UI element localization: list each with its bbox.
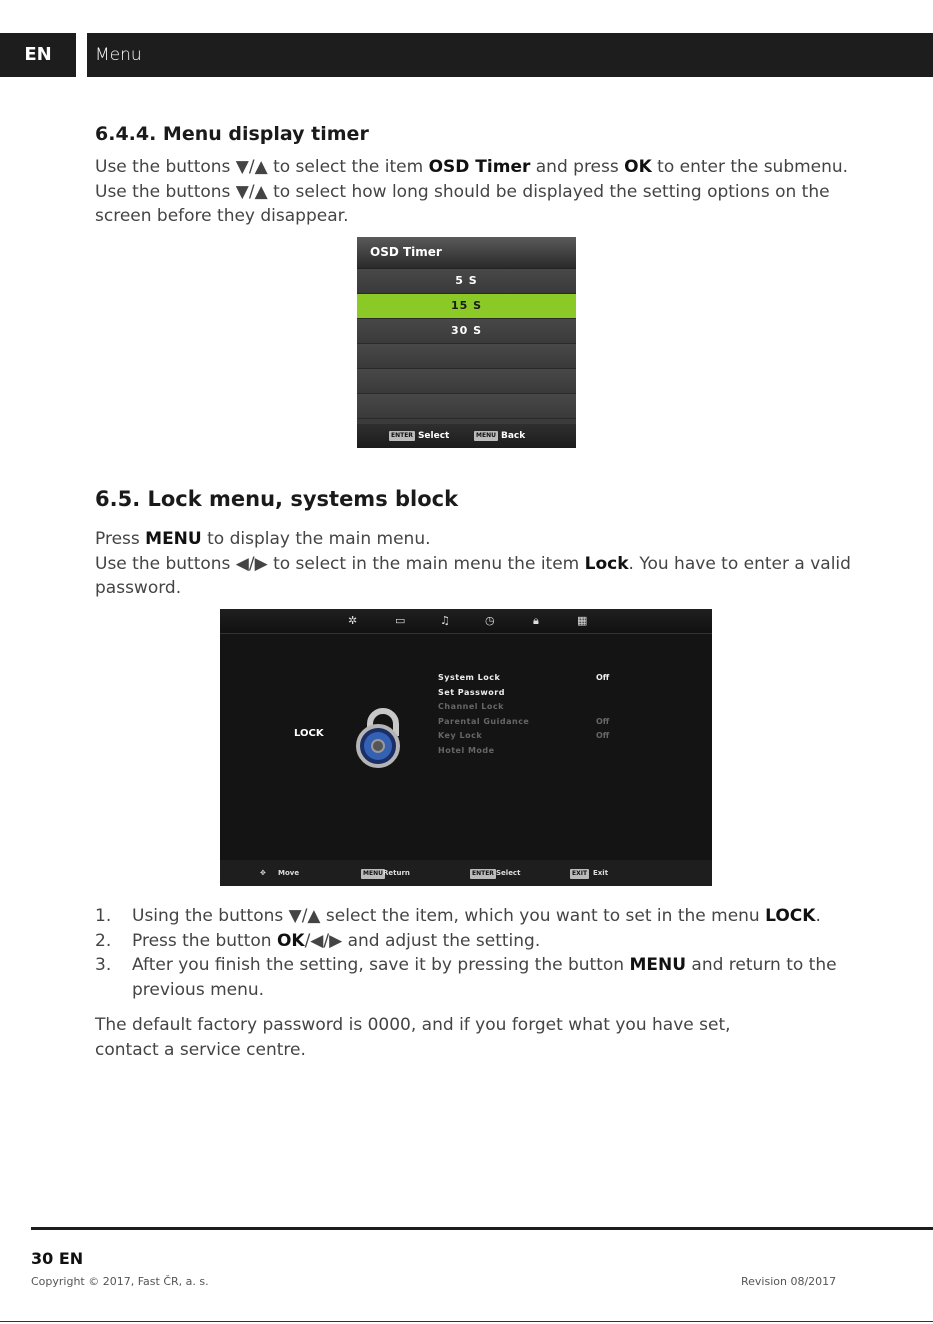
gear-icon[interactable]: ✲ [348, 614, 358, 627]
password-note: The default factory password is 0000, and if you forget what you have set, contact a service centre. [95, 1015, 731, 1060]
osd-footer [357, 424, 576, 448]
osd-timer-screenshot [357, 237, 576, 448]
apps-icon[interactable]: ▦ [577, 614, 588, 627]
lock-menu-item[interactable]: Channel Lock [438, 702, 504, 711]
enter-key-icon: ENTER [391, 431, 413, 439]
heading-lock-menu: 6.5. Lock menu, systems block [95, 487, 459, 511]
back-hint: Back [500, 431, 526, 441]
osd-title: OSD Timer [357, 237, 576, 269]
osd-option[interactable]: 5 S [357, 269, 576, 294]
return-hint: Return [383, 869, 410, 877]
exit-hint: Exit [593, 869, 609, 877]
move-hint: Move [278, 869, 300, 877]
lock-menu-item[interactable]: Set Password [438, 687, 505, 697]
copyright: Copyright © 2017, Fast ČR, a. s. [31, 1275, 209, 1288]
osd-option-selected[interactable]: 15 S [357, 294, 576, 319]
lock-menu-screenshot [220, 609, 712, 886]
lock-label: LOCK [294, 728, 324, 739]
menu-key-icon: MENU [363, 870, 383, 877]
lock-menu-item[interactable]: Hotel Mode [438, 745, 495, 755]
lock-menu-value: Off [596, 716, 610, 726]
paragraph-lock-menu: Press MENU to display the main menu. Use the buttons ◀/▶ to select in the main menu the item Lock. You have to enter a valid password. [95, 529, 851, 598]
osd-empty-row [357, 369, 576, 394]
lock-icon[interactable]: 🔒︎ [533, 614, 539, 627]
section-title: Menu [87, 33, 933, 77]
footer-divider [31, 1227, 933, 1230]
exit-key-icon: EXIT [572, 870, 588, 877]
list-item: 3. After you finish the setting, save it by pressing the button MENU and return to the previous menu. [95, 955, 837, 1000]
list-item: 1. Using the buttons ▼/▲ select the item, which you want to set in the menu LOCK. [95, 906, 821, 926]
monitor-icon[interactable]: ▭ [395, 614, 406, 627]
list-item: 2. Press the button OK/◀/▶ and adjust the setting. [95, 930, 541, 951]
move-icon: ✥ [260, 869, 266, 877]
revision: Revision 08/2017 [741, 1275, 837, 1288]
select-hint: Select [496, 869, 521, 877]
lock-menu-item[interactable]: Key Lock [438, 731, 483, 740]
heading-menu-display-timer: 6.4.4. Menu display timer [95, 123, 369, 145]
lock-menu-item[interactable]: System Lock [438, 673, 501, 682]
music-icon[interactable]: ♫ [440, 614, 450, 627]
paragraph-osd-timer: Use the buttons ▼/▲ to select the item OSD Timer and press OK to enter the submenu. Use the buttons ▼/▲ to select how long should be displayed the setting options on the screen before they disappear. [95, 157, 849, 226]
enter-key-icon: ENTER [472, 870, 494, 877]
page-number: 30 EN [31, 1249, 84, 1268]
clock-icon[interactable]: ◷ [485, 614, 495, 627]
lock-menu-value: Off [596, 673, 610, 682]
page-header [0, 33, 933, 77]
padlock-icon [356, 704, 410, 774]
language-tab: EN [0, 33, 76, 77]
menu-icon-bar [220, 609, 712, 634]
select-hint: Select [417, 431, 450, 441]
lock-footer [220, 860, 712, 886]
lock-menu-item[interactable]: Parental Guidance [438, 716, 530, 726]
osd-empty-row [357, 394, 576, 419]
menu-key-icon: MENU [476, 431, 496, 439]
lock-menu-value: Off [596, 731, 610, 740]
steps-list [95, 904, 855, 1002]
osd-option[interactable]: 30 S [357, 319, 576, 344]
osd-empty-row [357, 344, 576, 369]
bottom-divider [0, 1321, 933, 1322]
